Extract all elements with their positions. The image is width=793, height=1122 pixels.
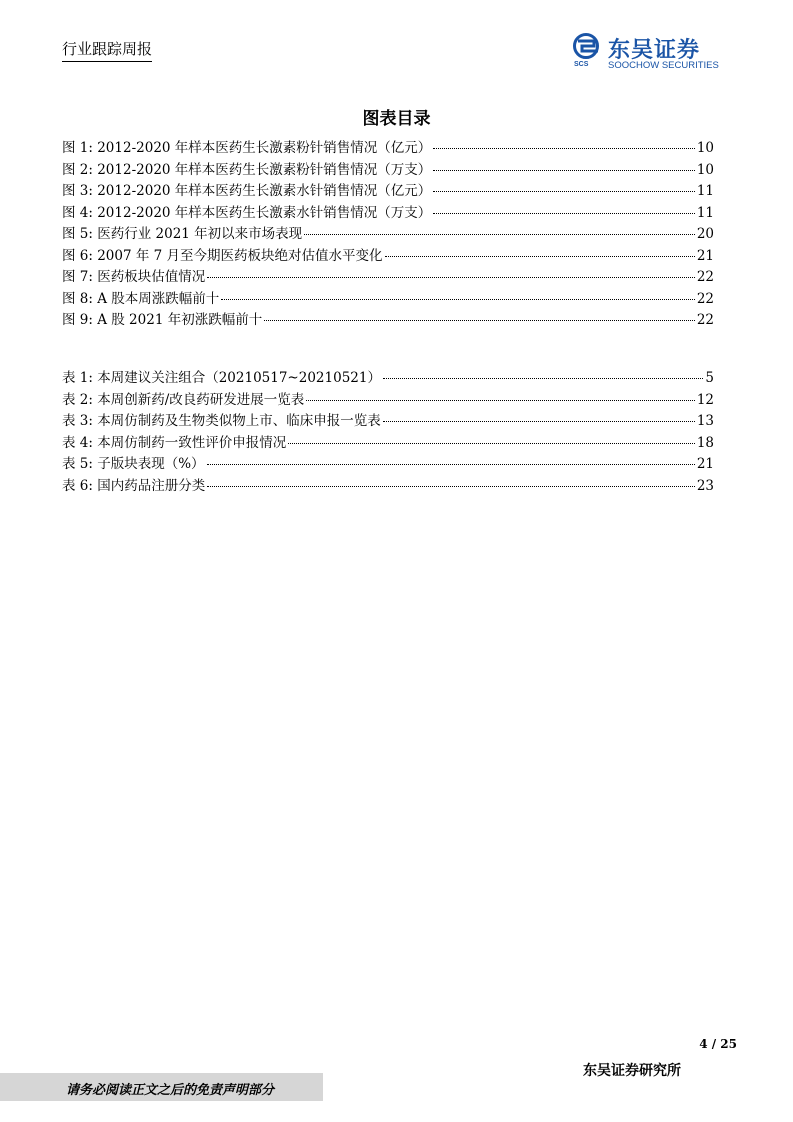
footer-organization: 东吴证券研究所 [583, 1063, 681, 1079]
entry-page: 5 [705, 370, 714, 386]
entry-page: 21 [696, 247, 714, 264]
entry-label: 图 2: 2012-2020 年样本医药生长激素粉针销售情况（万支） [62, 161, 432, 178]
entry-page: 10 [696, 140, 714, 156]
brand-logo [572, 33, 732, 73]
page-number: 4 / 25 [699, 1037, 737, 1051]
entry-label: 图 9: A 股 2021 年初涨跌幅前十 [62, 312, 263, 328]
entry-page: 23 [696, 477, 714, 494]
toc-title: 图表目录 [362, 109, 431, 129]
leader-dots [383, 421, 695, 422]
entry-label: 表 5: 子版块表现（%） [62, 456, 205, 472]
leader-dots [207, 486, 695, 487]
entry-label: 图 3: 2012-2020 年样本医药生长激素水针销售情况（亿元） [62, 183, 432, 199]
toc-entry-table-6[interactable] [62, 474, 714, 496]
entry-page: 11 [696, 183, 714, 199]
leader-dots [288, 443, 695, 444]
entry-label: 图 6: 2007 年 7 月至今期医药板块绝对估值水平变化 [62, 247, 383, 264]
disclaimer-note: 请务必阅读正文之后的免责声明部分 [66, 1083, 275, 1098]
toc-entry-figure-4[interactable] [62, 201, 714, 223]
brand-short: SCS [574, 61, 589, 68]
entry-page: 20 [696, 226, 714, 242]
leader-dots [383, 378, 703, 379]
entry-page: 18 [696, 434, 714, 451]
entry-label: 图 8: A 股本周涨跌幅前十 [62, 290, 220, 307]
figure-list [62, 136, 714, 330]
leader-dots [304, 234, 695, 235]
leader-dots [306, 400, 695, 401]
toc-entry-table-2[interactable] [62, 388, 714, 410]
entry-label: 表 1: 本周建议关注组合（20210517~20210521） [62, 370, 381, 386]
toc-entry-figure-3[interactable] [62, 179, 714, 201]
entry-label: 表 6: 国内药品注册分类 [62, 477, 206, 494]
leader-dots [433, 170, 695, 171]
table-list [62, 366, 714, 495]
entry-page: 22 [696, 312, 714, 328]
entry-page: 22 [696, 269, 714, 285]
toc-entry-table-5[interactable] [62, 452, 714, 474]
entry-page: 13 [696, 413, 714, 429]
toc-entry-table-1[interactable] [62, 366, 714, 388]
leader-dots [264, 320, 695, 321]
entry-label: 表 3: 本周仿制药及生物类似物上市、临床申报一览表 [62, 413, 381, 429]
leader-dots [385, 256, 695, 257]
entry-page: 12 [696, 391, 714, 408]
toc-entry-figure-9[interactable] [62, 308, 714, 330]
entry-label: 图 7: 医药板块估值情况 [62, 269, 206, 285]
toc-entry-figure-7[interactable] [62, 265, 714, 287]
leader-dots [207, 464, 695, 465]
entry-label: 表 4: 本周仿制药一致性评价申报情况 [62, 434, 287, 451]
footer-disclaimer-bar [0, 1073, 323, 1101]
toc-entry-figure-2[interactable] [62, 158, 714, 180]
leader-dots [221, 299, 695, 300]
entry-label: 图 1: 2012-2020 年样本医药生长激素粉针销售情况（亿元） [62, 140, 432, 156]
toc-entry-figure-6[interactable] [62, 244, 714, 266]
brand-emblem-icon [572, 33, 606, 61]
toc-entry-figure-5[interactable] [62, 222, 714, 244]
toc-entry-figure-8[interactable] [62, 287, 714, 309]
leader-dots [433, 191, 695, 192]
report-type-header: 行业跟踪周报 [62, 38, 152, 62]
brand-name-en: SOOCHOW SECURITIES [608, 60, 719, 71]
brand-name-cn: 东吴证券 [608, 38, 701, 63]
toc-entry-table-4[interactable] [62, 431, 714, 453]
entry-page: 10 [696, 161, 714, 178]
entry-page: 11 [696, 204, 714, 221]
entry-page: 22 [696, 290, 714, 307]
toc-entry-table-3[interactable] [62, 409, 714, 431]
leader-dots [433, 148, 695, 149]
toc-entry-figure-1[interactable] [62, 136, 714, 158]
leader-dots [207, 277, 695, 278]
leader-dots [433, 213, 695, 214]
entry-label: 图 4: 2012-2020 年样本医药生长激素水针销售情况（万支） [62, 204, 432, 221]
entry-page: 21 [696, 456, 714, 472]
entry-label: 表 2: 本周创新药/改良药研发进展一览表 [62, 391, 305, 408]
entry-label: 图 5: 医药行业 2021 年初以来市场表现 [62, 226, 303, 242]
